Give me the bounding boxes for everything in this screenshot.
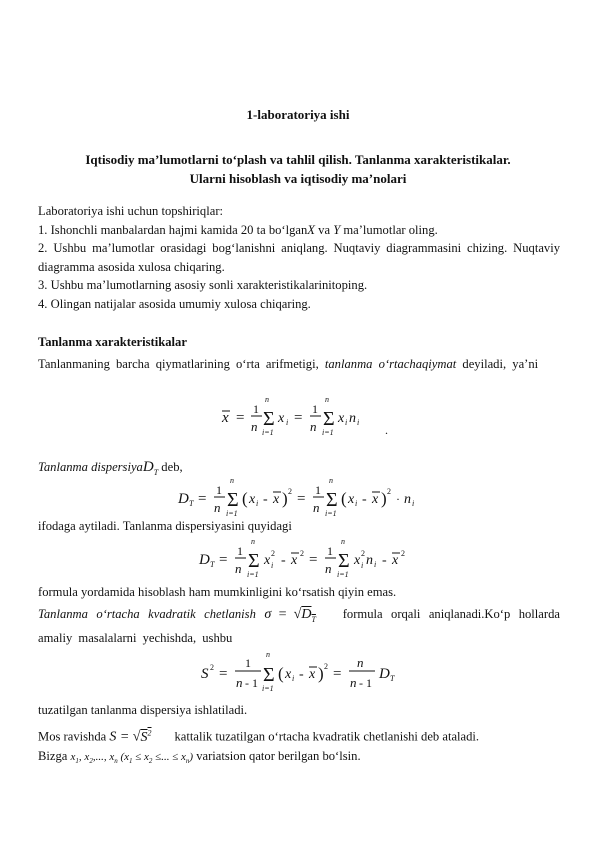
svg-text:n: n — [235, 561, 242, 576]
paragraph-mean — [38, 355, 560, 374]
svg-text:1: 1 — [245, 656, 251, 670]
svg-text:n: n — [230, 476, 234, 485]
svg-text:-: - — [362, 492, 367, 507]
subtitle-line-1: Iqtisodiy ma’lumotlarni to‘plash va tahlil qilish. Tanlanma xarakteristikalar. — [85, 152, 511, 167]
p1-text-a: Tanlanmaning barcha qiymatlarining o‘rta arifmetigi, — [38, 357, 325, 371]
svg-text:2: 2 — [387, 487, 391, 496]
svg-text:Σ: Σ — [263, 408, 275, 430]
svg-text:n: n — [329, 476, 333, 485]
svg-text:i=1: i=1 — [247, 570, 259, 579]
svg-text:x: x — [309, 667, 316, 682]
svg-text:Σ: Σ — [326, 489, 338, 511]
svg-text:T: T — [210, 560, 215, 569]
svg-text:x: x — [354, 553, 361, 568]
svg-text:2: 2 — [271, 549, 275, 558]
p5-italic: Tanlanma o‘rtacha kvadratik chetlanish — [38, 607, 256, 621]
svg-text:i: i — [355, 499, 358, 508]
svg-text:2: 2 — [288, 487, 292, 496]
svg-text:n: n — [325, 395, 329, 404]
svg-text:=: = — [219, 666, 228, 682]
svg-text:n: n — [265, 395, 269, 404]
formula-sample-mean — [220, 392, 400, 438]
svg-text:-: - — [382, 553, 387, 568]
svg-text:n: n — [266, 650, 270, 659]
svg-text:S: S — [201, 666, 209, 682]
subtitle-line-2: Ularni hisoblash va iqtisodiy ma’nolari — [189, 171, 407, 186]
svg-text:-: - — [263, 492, 268, 507]
svg-text:(: ( — [341, 489, 347, 508]
svg-text:i=1: i=1 — [226, 509, 238, 518]
lab-subtitle — [30, 150, 566, 188]
svg-text:x: x — [392, 553, 399, 568]
formula-corrected-dispersion — [199, 645, 409, 697]
task-3: 3. Ushbu ma’lumotlarning asosiy sonli xarakteristikalarinitoping. — [38, 278, 368, 293]
svg-text:x: x — [222, 410, 229, 426]
svg-text:(: ( — [242, 489, 248, 508]
paragraph-std-dev — [38, 605, 560, 648]
svg-text:n: n — [350, 675, 357, 690]
svg-text:1: 1 — [237, 544, 243, 558]
svg-text:.: . — [385, 423, 388, 437]
svg-text:i=1: i=1 — [262, 428, 274, 437]
svg-text:): ) — [318, 664, 324, 683]
svg-text:n: n — [366, 553, 373, 568]
svg-text:n: n — [236, 675, 243, 690]
svg-text:x: x — [372, 492, 379, 507]
svg-text:i: i — [357, 418, 360, 427]
svg-text:x: x — [338, 411, 345, 426]
tasks-heading: Laboratoriya ishi uchun topshiriqlar: — [38, 204, 224, 218]
svg-text:2: 2 — [300, 549, 304, 558]
svg-text:(: ( — [278, 664, 284, 683]
symbol-dt: $D_T$ — [142, 459, 159, 477]
task-2: 2. Ushbu ma’lumotlar orasidagi bog‘lanishni aniqlang. Nuqtaviy diagrammasini chizing. Nuqtaviy diagramma asosida xulosa chiqaring. — [38, 241, 560, 274]
svg-text:1: 1 — [315, 483, 321, 497]
svg-text:=: = — [198, 491, 207, 507]
svg-text:2: 2 — [401, 549, 405, 558]
svg-text:x: x — [291, 553, 298, 568]
task-4: 4. Olingan natijalar asosida umumiy xulosa chiqaring. — [38, 297, 311, 311]
p2-italic: Tanlanma dispersiya — [38, 460, 143, 474]
svg-text:i=1: i=1 — [262, 684, 274, 693]
svg-text:T: T — [390, 674, 395, 683]
svg-text:x: x — [264, 553, 271, 568]
svg-text:·: · — [396, 492, 400, 506]
svg-text:T: T — [189, 499, 194, 508]
symbol-sigma-formula: $\sigma = √D_T$ — [264, 607, 316, 624]
svg-text:n: n — [313, 500, 320, 515]
svg-text:i: i — [412, 499, 415, 508]
svg-text:n: n — [404, 492, 411, 507]
svg-text:): ) — [381, 489, 387, 508]
svg-text:D: D — [178, 491, 189, 507]
symbol-s-formula: $S = √S^2$ — [109, 728, 152, 745]
svg-text:1: 1 — [216, 483, 222, 497]
svg-text:=: = — [294, 410, 303, 426]
paragraph-corrected-std — [38, 724, 560, 747]
svg-text:i: i — [361, 561, 364, 570]
p7-text-a: Mos ravishda — [38, 729, 110, 744]
svg-text:- 1: - 1 — [245, 676, 258, 690]
svg-text:=: = — [333, 666, 342, 682]
p1-italic: tanlanma o‘rtachaqiymat — [324, 357, 457, 371]
svg-text:n: n — [349, 411, 356, 426]
paragraph-corrected: tuzatilgan tanlanma dispersiya ishlatiladi. — [38, 703, 248, 717]
svg-text:i: i — [345, 418, 348, 427]
svg-text:x: x — [285, 667, 292, 682]
svg-text:x: x — [348, 492, 355, 507]
svg-text:Σ: Σ — [227, 489, 239, 511]
svg-text:n: n — [325, 561, 332, 576]
task-1-var-y: Y — [333, 222, 341, 237]
svg-text:=: = — [309, 552, 318, 568]
svg-text:i: i — [271, 561, 274, 570]
svg-text:Σ: Σ — [263, 664, 275, 686]
svg-text:n: n — [341, 537, 345, 546]
svg-text:Σ: Σ — [248, 550, 260, 572]
p1-text-b: deyiladi, ya’ni — [456, 357, 539, 371]
lab-title: 1-laboratoriya ishi — [246, 107, 350, 122]
svg-text:1: 1 — [327, 544, 333, 558]
p8-text-b: variatsion qator berilgan bo‘lsin. — [193, 749, 361, 763]
svg-text:n: n — [251, 537, 255, 546]
p2-text-b: deb, — [158, 460, 183, 474]
svg-text:=: = — [236, 410, 245, 426]
svg-text:Σ: Σ — [323, 408, 335, 430]
svg-text:-: - — [281, 553, 286, 568]
p5-text-b: formula orqali aniqlanadi.Ko‘p hollarda amaliy masalalarni yechishda, ushbu — [38, 607, 560, 646]
svg-text:x: x — [249, 492, 256, 507]
svg-text:i=1: i=1 — [325, 509, 337, 518]
section-heading: Tanlanma xarakteristikalar — [38, 335, 187, 349]
svg-text:n: n — [214, 500, 221, 515]
svg-text:x: x — [278, 411, 285, 426]
svg-text:1: 1 — [253, 402, 259, 416]
svg-text:1: 1 — [312, 402, 318, 416]
p8-text-a: Bizga — [38, 749, 71, 763]
svg-text:i: i — [374, 560, 377, 569]
svg-text:2: 2 — [361, 549, 365, 558]
svg-text:i=1: i=1 — [322, 428, 334, 437]
formula-dispersion — [176, 472, 436, 520]
svg-text:D: D — [199, 552, 210, 568]
task-1-text-c: ma’lumotlar oling. — [340, 222, 438, 237]
svg-text:i=1: i=1 — [337, 570, 349, 579]
svg-text:n: n — [310, 419, 317, 434]
svg-text:x: x — [273, 492, 280, 507]
svg-text:i: i — [256, 499, 259, 508]
svg-text:Σ: Σ — [338, 550, 350, 572]
svg-text:n: n — [251, 419, 258, 434]
svg-text:2: 2 — [210, 663, 214, 672]
paragraph-variation-series — [38, 747, 560, 771]
svg-text:=: = — [219, 552, 228, 568]
svg-text:=: = — [297, 491, 306, 507]
task-1-var-x: X — [307, 222, 315, 237]
paragraph-formula-note: formula yordamida hisoblash ham mumkinligini ko‘rsatish qiyin emas. — [38, 585, 397, 599]
svg-text:i: i — [292, 674, 295, 683]
task-1 — [38, 221, 560, 240]
svg-text:- 1: - 1 — [359, 676, 372, 690]
svg-text:): ) — [282, 489, 288, 508]
symbol-series: $x_1$, $x_2$,..., $x_n$ ($x_1 \le x_2$ ≤... ≤ $x_n$) — [70, 751, 194, 766]
p7-text-b: kattalik tuzatilgan o‘rtacha kvadratik chetlanishi deb ataladi. — [171, 729, 480, 744]
task-1-text-a: 1. Ishonchli manbalardan hajmi kamida 20 ta bo‘lgan — [38, 222, 308, 237]
svg-text:-: - — [299, 667, 304, 682]
task-1-text-b: va — [315, 222, 334, 237]
paragraph-expression: ifodaga aytiladi. Tanlanma dispersiyasini quyidagi — [38, 519, 292, 533]
formula-dispersion-alt — [197, 533, 417, 581]
svg-text:i: i — [286, 418, 289, 427]
svg-text:n: n — [357, 655, 364, 670]
svg-text:2: 2 — [324, 662, 328, 671]
svg-text:D: D — [379, 666, 390, 682]
